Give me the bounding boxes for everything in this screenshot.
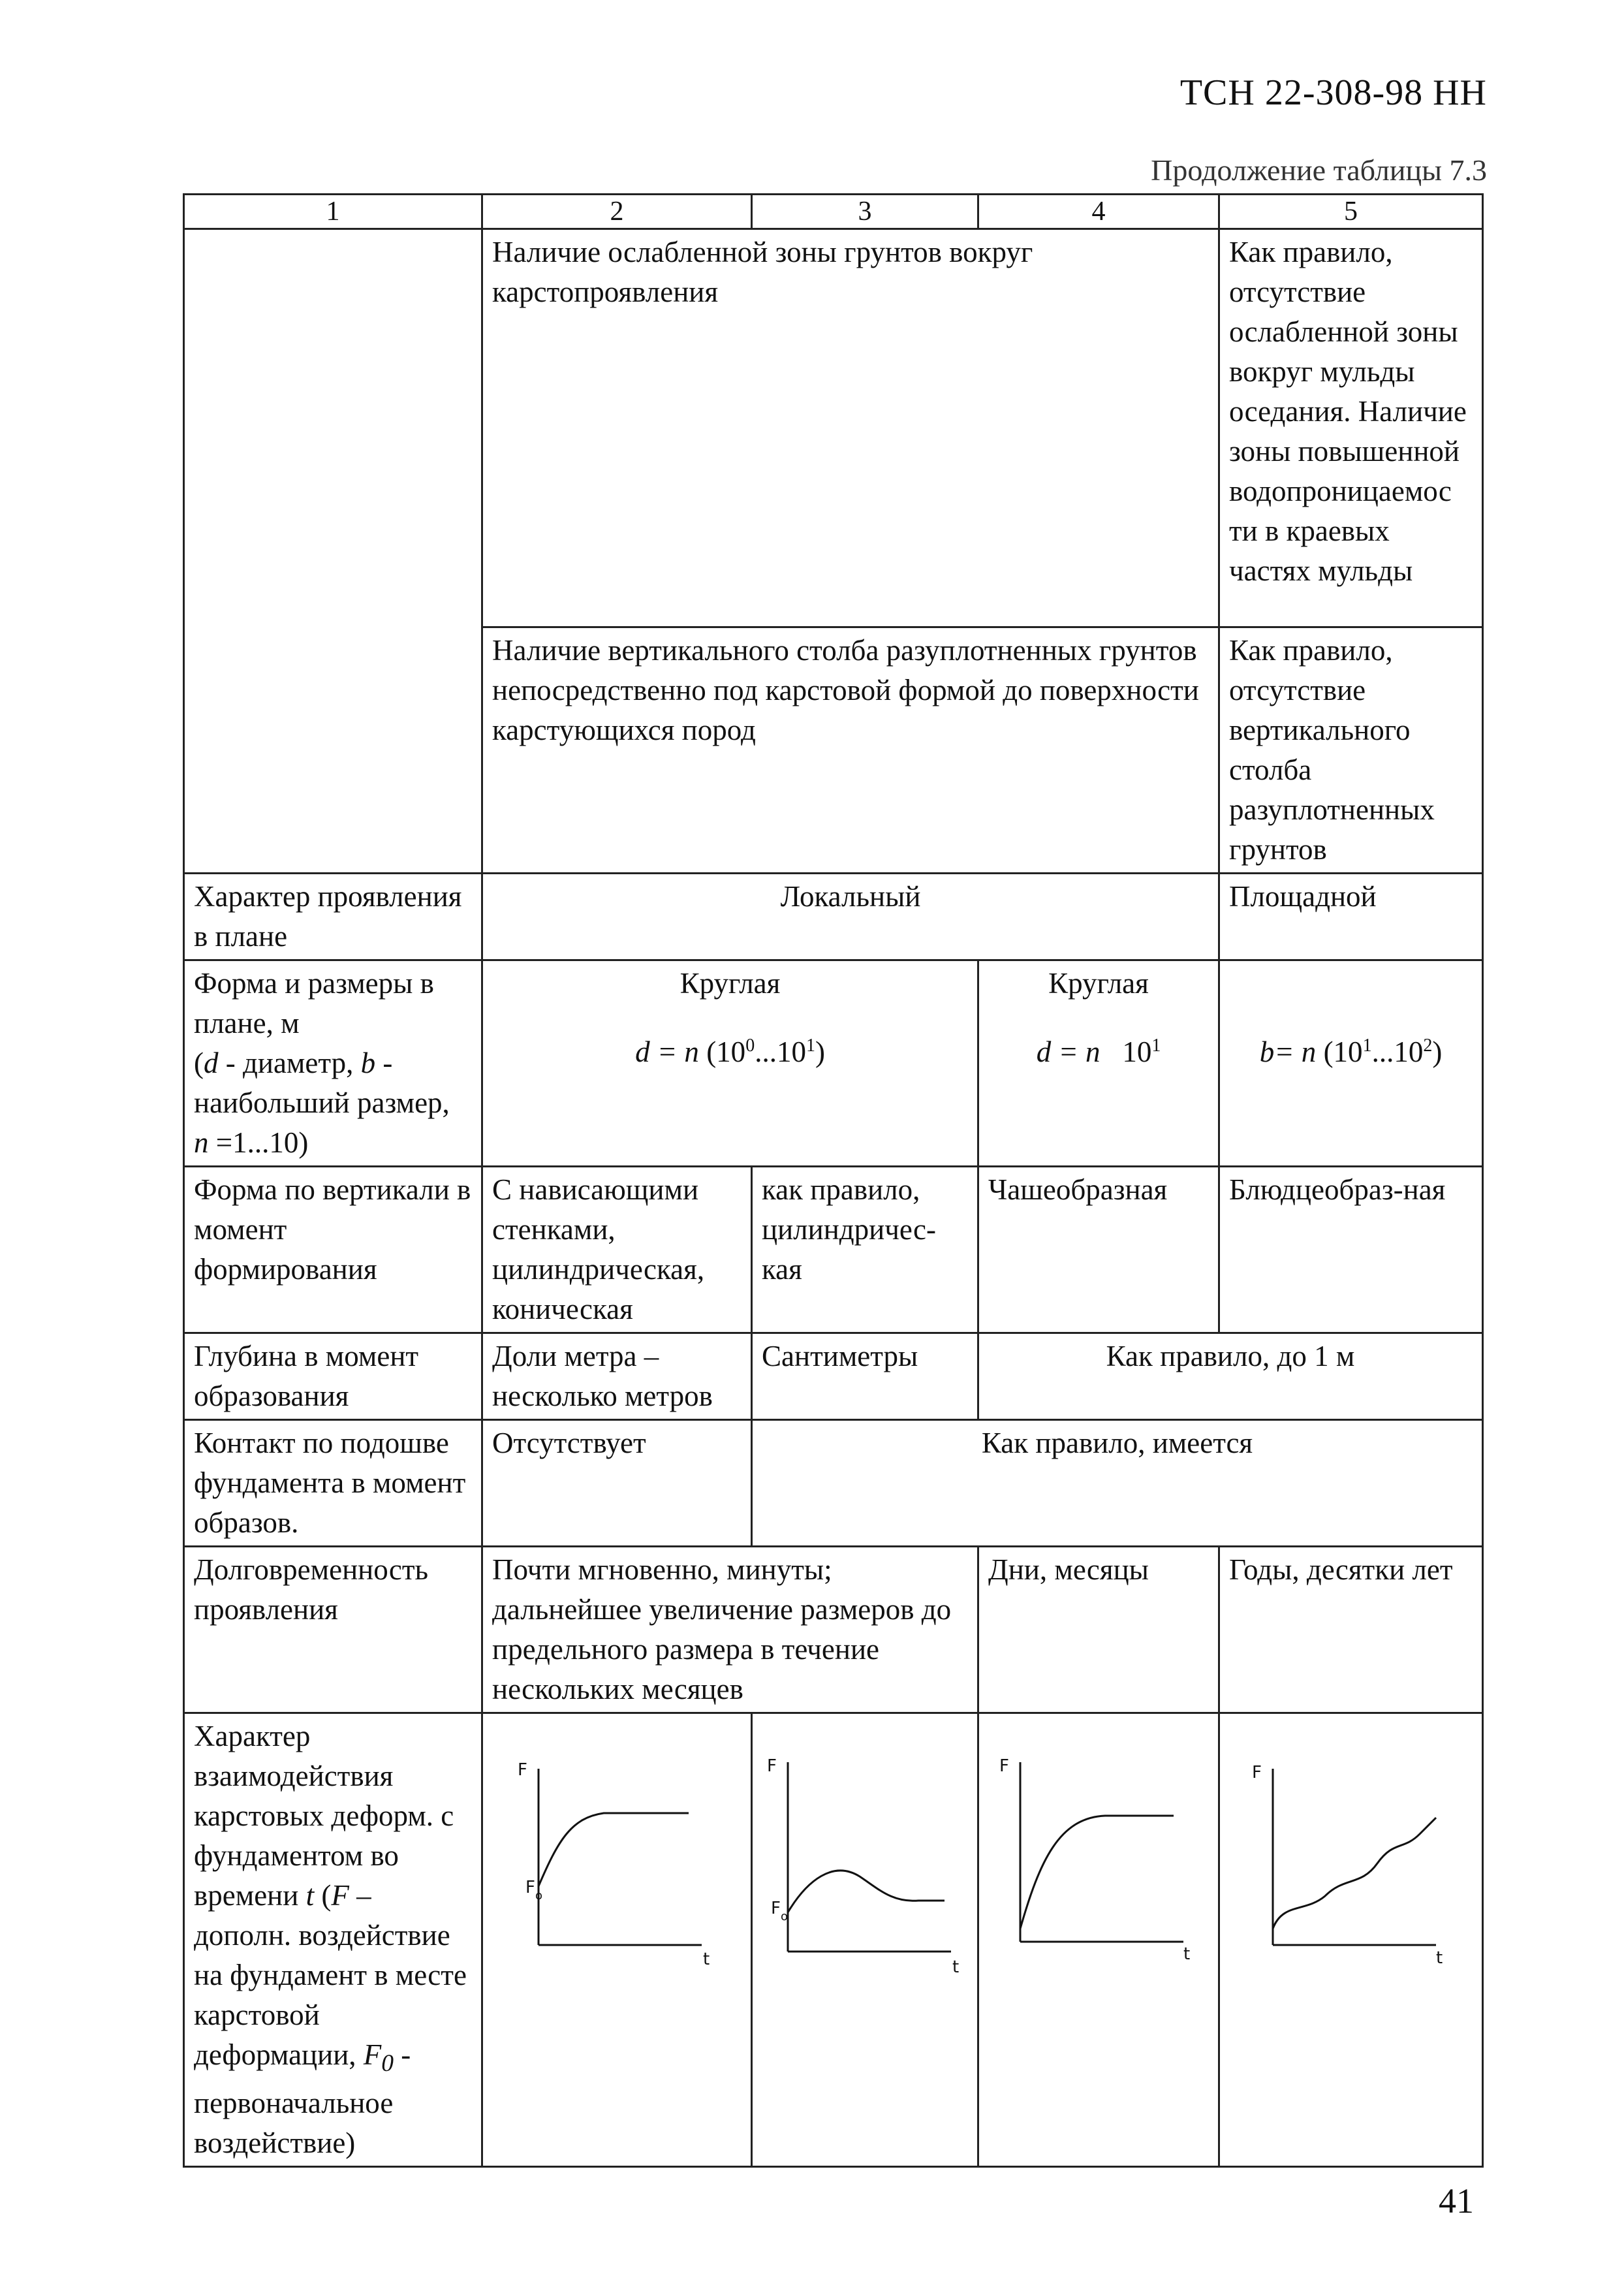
axis-label-t: t	[1183, 1944, 1191, 1964]
plan-shape-round	[482, 960, 978, 1167]
shape-title: Круглая	[1048, 967, 1149, 1000]
vertical-shape-cylinder: как правило, цилиндричес-кая	[752, 1167, 978, 1333]
axis-label-f: F	[767, 1756, 777, 1776]
label-text: - наибольший размер,	[194, 1047, 450, 1119]
axis-label-f: F	[1251, 1763, 1262, 1782]
plan-shape-round-bowl	[978, 960, 1219, 1167]
var-d: d	[204, 1047, 219, 1079]
var-F0: F	[363, 2038, 382, 2071]
contact-col2: Отсутствует	[482, 1420, 752, 1547]
table-row	[184, 1547, 1483, 1713]
column-number: 3	[752, 195, 978, 229]
column-number-row	[184, 195, 1483, 229]
label-text: - первоначальное воздействие)	[194, 2038, 411, 2159]
graph-cell-stepwise-growth	[1219, 1713, 1483, 2167]
graph-cell-saturating-with-f0	[482, 1713, 752, 2167]
row-label: Глубина в момент образования	[184, 1333, 482, 1420]
formula-text: (10	[698, 1036, 746, 1068]
formula-variable: d = n	[1036, 1036, 1101, 1068]
shape-title: Круглая	[679, 967, 781, 1000]
formula-exponent: 1	[1362, 1036, 1372, 1056]
axis-label-f: F	[518, 1760, 527, 1780]
table-row	[184, 874, 1483, 960]
formula-text: )	[815, 1036, 825, 1068]
force-time-graph	[762, 1756, 971, 1978]
table-continuation-caption: Продолжение таблицы 7.3	[1151, 153, 1487, 187]
document-code: ТСН 22-308-98 НН	[1179, 72, 1487, 113]
axis-label-f: F	[999, 1756, 1009, 1776]
force-time-graph	[1247, 1756, 1456, 1978]
weak-zone-local: Наличие ослабленной зоны грунтов вокруг карстопроявления	[482, 229, 1219, 627]
formula-exponent: 2	[1423, 1036, 1433, 1056]
formula-exponent: 1	[1151, 1036, 1161, 1056]
force-time-graph	[994, 1756, 1203, 1978]
f0-subscript: o	[780, 1910, 788, 1923]
depth-col3: Сантиметры	[752, 1333, 978, 1420]
response-curve	[1020, 1816, 1174, 1929]
formula-text: ...10	[755, 1036, 806, 1068]
var-F: F	[331, 1879, 349, 1912]
table-row	[184, 1167, 1483, 1333]
label-text: (	[314, 1879, 332, 1912]
vertical-shape-saucer: Блюдцеобраз-ная	[1219, 1167, 1483, 1333]
formula-variable: b= n	[1259, 1036, 1317, 1068]
formula-text: )	[1432, 1036, 1443, 1068]
vertical-shape-overhang: С нависающими стенками, цилиндрическая, коническая	[482, 1167, 752, 1333]
formula-text: ...10	[1371, 1036, 1424, 1068]
column-number: 4	[978, 195, 1219, 229]
row-label: Долговременность проявления	[184, 1547, 482, 1713]
force-time-graph	[512, 1756, 721, 1978]
label-text: Характер взаимодействия карстовых деформ. с фундаментом во времени	[194, 1720, 454, 1912]
duration-col5: Годы, десятки лет	[1219, 1547, 1483, 1713]
plan-character-local: Локальный	[482, 874, 1219, 960]
plan-character-areal: Площадной	[1219, 874, 1483, 960]
label-text: – дополн. воздействие на фундамент в месте карстовой деформации,	[194, 1879, 467, 2071]
size-formula	[1229, 1032, 1473, 1072]
f0-letter: F	[771, 1899, 781, 1918]
table-row	[184, 1713, 1483, 2167]
f0-letter: F	[525, 1878, 535, 1897]
vertical-column-areal: Как правило, отсутствие вертикального столба разуплотненных грунтов	[1219, 627, 1483, 874]
weak-zone-areal: Как правило, отсутствие ослабленной зоны вокруг мульды оседания. Наличие зоны повышенной водопроницаемос ти в краевых частях мульды	[1219, 229, 1483, 627]
contact-col345: Как правило, имеется	[752, 1420, 1483, 1547]
row-label: Форма по вертикали в момент формирования	[184, 1167, 482, 1333]
row-label	[184, 229, 482, 874]
column-number: 2	[482, 195, 752, 229]
page-number: 41	[1439, 2181, 1474, 2221]
graph-cell-saturating	[978, 1713, 1219, 2167]
depth-col2: Доли метра – несколько метров	[482, 1333, 752, 1420]
response-curve	[539, 1813, 689, 1886]
vertical-column-local: Наличие вертикального столба разуплотненных грунтов непосредственно под карстовой формой до поверхности карстующихся пород	[482, 627, 1219, 874]
plan-shape-areal	[1219, 960, 1483, 1167]
table-row	[184, 1420, 1483, 1547]
f0-subscript: o	[535, 1889, 542, 1903]
table-row	[184, 960, 1483, 1167]
response-curve	[788, 1871, 945, 1912]
vertical-shape-bowl: Чашеобразная	[978, 1167, 1219, 1333]
karst-table	[183, 193, 1484, 2168]
label-text: Форма и размеры в плане, м	[194, 967, 434, 1039]
depth-col45: Как правило, до 1 м	[978, 1333, 1483, 1420]
duration-col4: Дни, месяцы	[978, 1547, 1219, 1713]
size-formula	[492, 1032, 968, 1072]
duration-col23: Почти мгновенно, минуты; дальнейшее увеличение размеров до предельного размера в течение нескольких месяцев	[482, 1547, 978, 1713]
graph-cell-peak-then-decline	[752, 1713, 978, 2167]
formula-variable: d = n	[635, 1036, 699, 1068]
formula-text: 10	[1100, 1036, 1152, 1068]
row-label: Форма и размеры в плане, м (d - диаметр, b - наибольший размер, n =1...10)	[184, 960, 482, 1167]
label-text: - диаметр,	[218, 1047, 361, 1079]
table-row	[184, 1333, 1483, 1420]
axis-label-f0	[771, 1899, 788, 1923]
axis-label-t: t	[952, 1957, 960, 1977]
row-label	[184, 1713, 482, 2167]
axis-label-t: t	[703, 1950, 710, 1969]
column-number: 5	[1219, 195, 1483, 229]
label-text: =1...10)	[208, 1126, 309, 1159]
response-curve	[1273, 1818, 1436, 1929]
formula-exponent: 0	[745, 1036, 755, 1056]
axis-label-t: t	[1435, 1948, 1443, 1968]
column-number: 1	[184, 195, 482, 229]
row-label: Характер проявления в плане	[184, 874, 482, 960]
row-label: Контакт по подошве фундамента в момент образов.	[184, 1420, 482, 1547]
formula-text: (10	[1316, 1036, 1363, 1068]
table-row	[184, 229, 1483, 627]
var-t: t	[305, 1879, 315, 1912]
size-formula	[988, 1032, 1209, 1072]
var-F0-subscript: 0	[381, 2050, 394, 2077]
var-n: n	[194, 1126, 209, 1159]
var-b: b	[360, 1047, 376, 1079]
formula-exponent: 1	[805, 1036, 815, 1056]
